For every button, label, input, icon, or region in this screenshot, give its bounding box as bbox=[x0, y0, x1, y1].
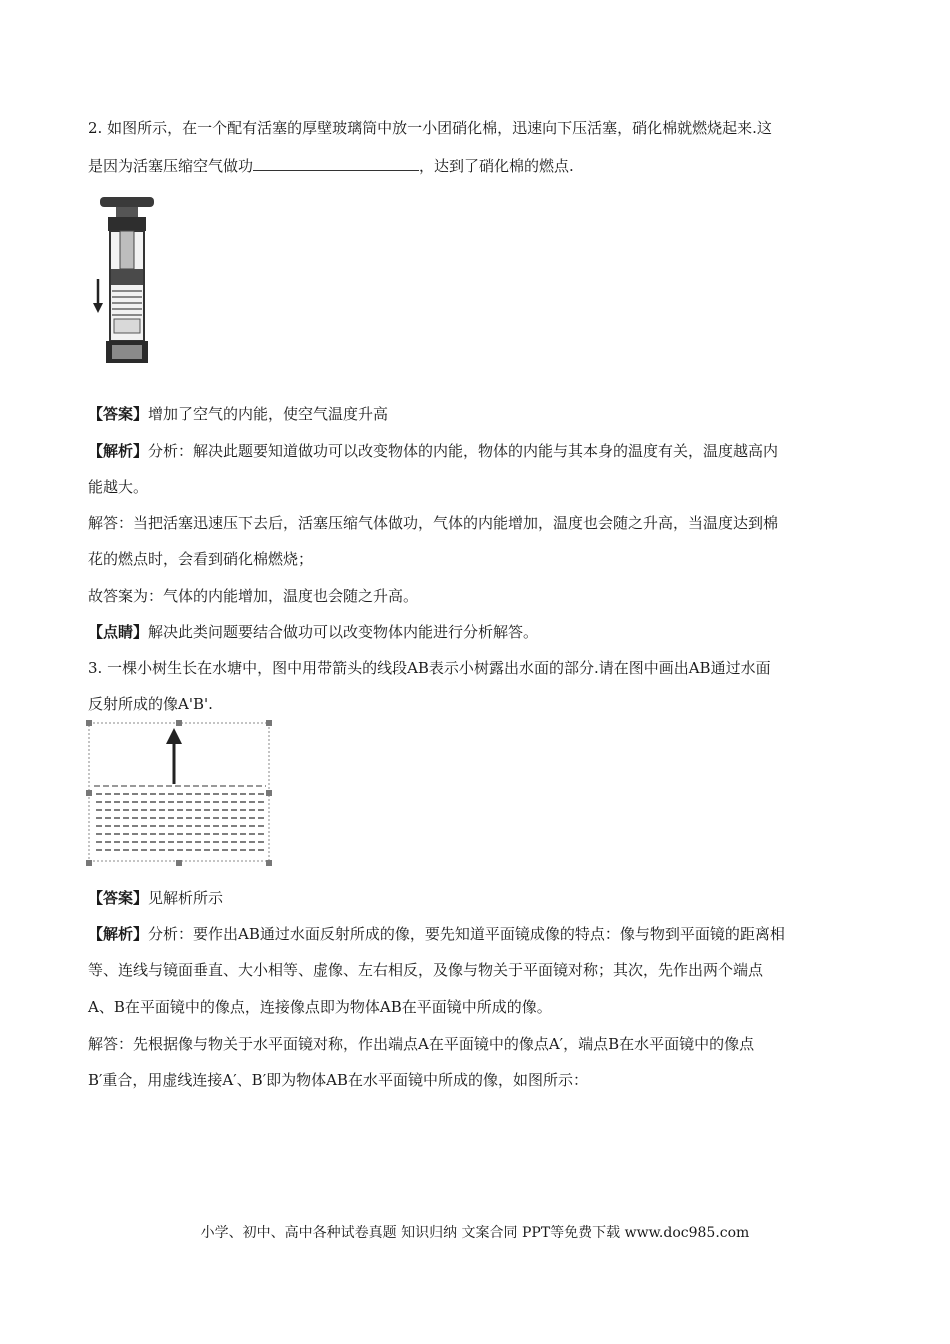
answer-tag: 【答案】 bbox=[88, 889, 149, 907]
q3-line-2: 反射所成的像A'B'. bbox=[88, 695, 213, 713]
piston bbox=[111, 269, 143, 285]
answer-tag: 【答案】 bbox=[88, 405, 149, 423]
q2-analysis-text: 分析：解决此题要知道做功可以改变物体的内能，物体的内能与其本身的温度有关，温度越高内 bbox=[148, 442, 779, 460]
tree-water-figure bbox=[86, 720, 272, 866]
q2-solution-1: 解答：当把活塞迅速压下去后，活塞压缩气体做功，气体的内能增加，温度也会随之升高，当温度达到棉 bbox=[88, 514, 779, 532]
q2-final-answer: 故答案为：气体的内能增加，温度也会随之升高。 bbox=[88, 587, 419, 605]
q2-answer bbox=[88, 404, 388, 424]
q3-answer-text: 见解析所示 bbox=[148, 889, 224, 907]
q3-line-1: 3. 一棵小树生长在水塘中，图中用带箭头的线段AB表示小树露出水面的部分.请在图中画出AB通过水面 bbox=[88, 659, 771, 677]
q3-analysis-1 bbox=[88, 924, 785, 944]
q2-line-2 bbox=[88, 156, 574, 176]
cylinder-collar bbox=[108, 217, 146, 231]
piston-cylinder-figure bbox=[92, 195, 162, 367]
piston-handle bbox=[100, 197, 154, 207]
down-arrow-head bbox=[93, 303, 103, 313]
q2-tip bbox=[88, 622, 538, 642]
q2-solution-2: 花的燃点时，会看到硝化棉燃烧； bbox=[88, 550, 314, 568]
q2-answer-text: 增加了空气的内能，使空气温度升高 bbox=[148, 405, 389, 423]
q2-line-1: 2. 如图所示，在一个配有活塞的厚壁玻璃筒中放一小团硝化棉，迅速向下压活塞，硝化棉就燃烧起来.这 bbox=[88, 119, 772, 137]
q3-analysis-2: 等、连线与镜面垂直、大小相等、虚像、左右相反，及像与物关于平面镜对称；其次，先作出两个端点 bbox=[88, 961, 764, 979]
q3-analysis-3: A、B在平面镜中的像点，连接像点即为物体AB在平面镜中所成的像。 bbox=[88, 998, 552, 1016]
q3-analysis-text: 分析：要作出AB通过水面反射所成的像，要先知道平面镜成像的特点：像与物到平面镜的距离相 bbox=[148, 925, 785, 943]
analysis-tag: 【解析】 bbox=[88, 925, 149, 943]
q2-line-2-before: 是因为活塞压缩空气做功 bbox=[88, 157, 254, 175]
answer-blank bbox=[253, 156, 419, 171]
tree-arrow-head bbox=[166, 728, 182, 744]
q2-line-2-after: ，达到了硝化棉的燃点. bbox=[419, 157, 574, 175]
tip-tag: 【点睛】 bbox=[88, 623, 149, 641]
q2-analysis-2: 能越大。 bbox=[88, 478, 149, 496]
water-body bbox=[96, 794, 266, 850]
analysis-tag: 【解析】 bbox=[88, 442, 149, 460]
q2-tip-text: 解决此类问题要结合做功可以改变物体内能进行分析解答。 bbox=[148, 623, 539, 641]
piston-rod-top bbox=[116, 207, 138, 217]
q3-solution-2: B′重合，用虚线连接A′、B′即为物体AB在水平面镜中所成的像，如图所示： bbox=[88, 1071, 588, 1089]
q2-analysis-1 bbox=[88, 441, 778, 461]
q3-answer bbox=[88, 888, 223, 908]
page-footer: 小学、初中、高中各种试卷真题 知识归纳 文案合同 PPT等免费下载 www.doc985.com bbox=[200, 1225, 750, 1241]
nitrocellulose bbox=[114, 319, 140, 333]
q3-solution-1: 解答：先根据像与物关于水平面镜对称，作出端点A在平面镜中的像点A′，端点B在水平面镜中的像点 bbox=[88, 1035, 755, 1053]
